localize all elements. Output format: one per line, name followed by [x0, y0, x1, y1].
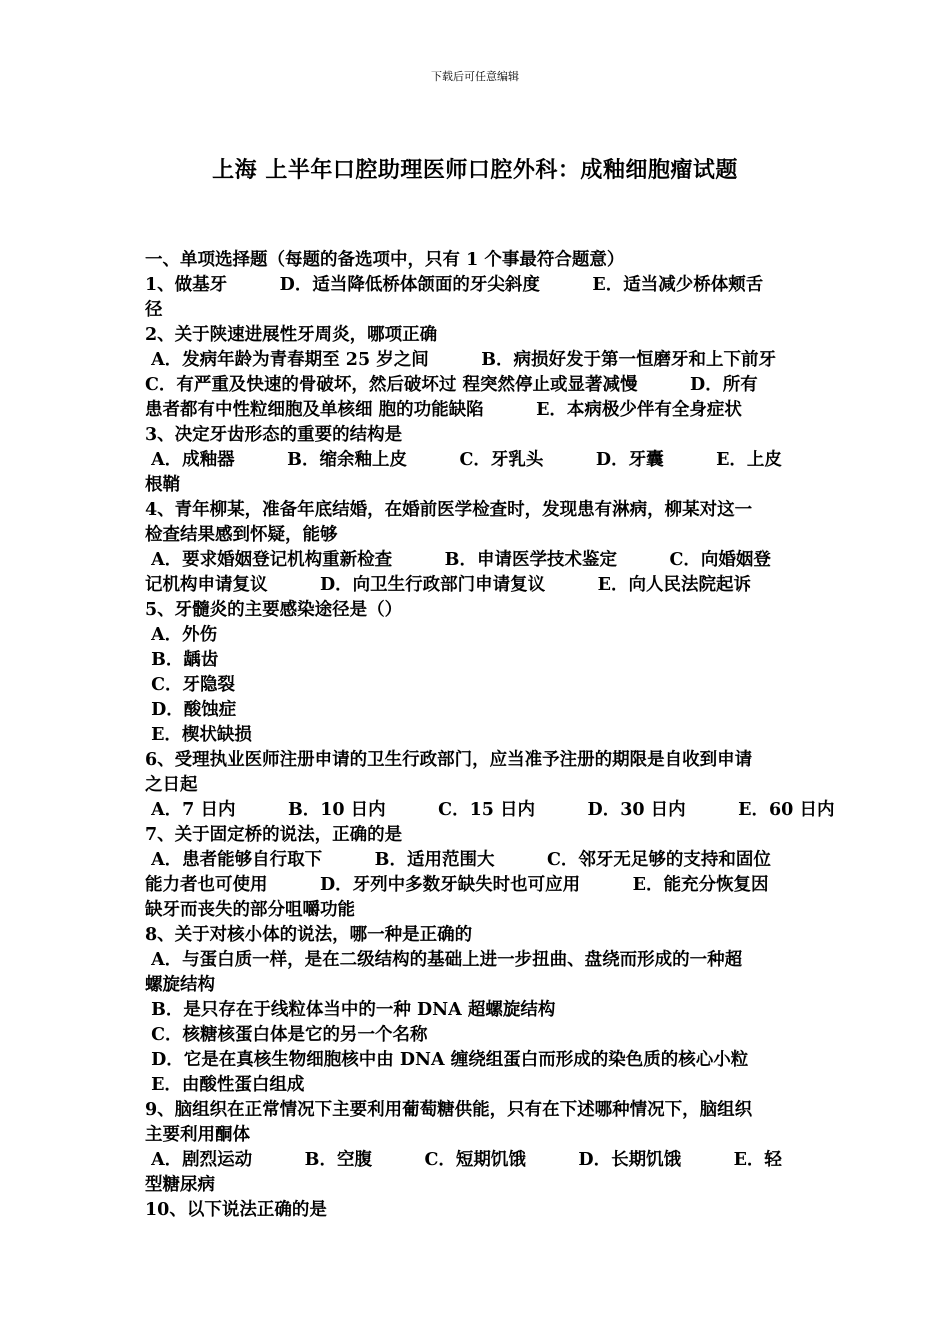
question-line: 4、青年柳某，准备年底结婚，在婚前医学检查时，发现患有淋病，柳某对这一: [145, 500, 753, 520]
option-line: B．是只存在于线粒体当中的一种 DNA 超螺旋结构: [145, 1000, 556, 1020]
question-line: 2、关于陕速进展性牙周炎，哪项正确: [145, 325, 438, 345]
option-line: A．发病年龄为青春期至 25 岁之间 B．病损好发于第一恒磨牙和上下前牙: [145, 350, 776, 370]
option-line: A．外伤: [145, 625, 218, 645]
option-line: A．剧烈运动 B．空腹 C．短期饥饿 D．长期饥饿 E．轻: [145, 1150, 782, 1170]
section-heading: 一、单项选择题（每题的备选项中，只有 1 个事最符合题意）: [145, 250, 625, 270]
question-line: 之日起: [145, 775, 198, 795]
text-line: 径: [145, 300, 163, 320]
question-line: 10、以下说法正确的是: [145, 1200, 327, 1220]
option-line: A．成釉器 B．缩余釉上皮 C．牙乳头 D．牙囊 E．上皮: [145, 450, 782, 470]
option-line: 螺旋结构: [145, 975, 215, 995]
question-line: 主要利用酮体: [145, 1125, 250, 1145]
option-line: C．有严重及快速的骨破坏，然后破坏过 程突然停止或显著减慢 D．所有: [145, 375, 758, 395]
option-line: C．牙隐裂: [145, 675, 236, 695]
option-line: A．患者能够自行取下 B．适用范围大 C．邻牙无足够的支持和固位: [145, 850, 771, 870]
question-line: 7、关于固定桥的说法，正确的是: [145, 825, 403, 845]
question-line: 检查结果感到怀疑，能够: [145, 525, 338, 545]
option-line: 患者都有中性粒细胞及单核细 胞的功能缺陷 E．本病极少伴有全身症状: [145, 400, 742, 420]
question-line: 8、关于对核小体的说法，哪一种是正确的: [145, 925, 473, 945]
question-line: 6、受理执业医师注册申请的卫生行政部门，应当准予注册的期限是自收到申请: [145, 750, 753, 770]
option-line: 缺牙而丧失的部分咀嚼功能: [145, 900, 355, 920]
option-line: 能力者也可使用 D．牙列中多数牙缺失时也可应用 E．能充分恢复因: [145, 875, 769, 895]
option-line: B．龋齿: [145, 650, 219, 670]
option-line: A．要求婚姻登记机构重新检查 B．申请医学技术鉴定 C．向婚姻登: [145, 550, 771, 570]
question-line: 5、牙髓炎的主要感染途径是（）: [145, 600, 403, 620]
document-body: [145, 248, 835, 1223]
option-line: D．它是在真核生物细胞核中由 DNA 缠绕组蛋白而形成的染色质的核心小粒: [145, 1050, 749, 1070]
document-title: 上海 上半年口腔助理医师口腔外科：成釉细胞瘤试题: [212, 158, 738, 183]
option-line: C．核糖核蛋白体是它的另一个名称: [145, 1025, 428, 1045]
option-line: 型糖尿病: [145, 1175, 215, 1195]
question-line: 9、脑组织在正常情况下主要利用葡萄糖供能，只有在下述哪种情况下，脑组织: [145, 1100, 753, 1120]
option-line: E．由酸性蛋白组成: [145, 1075, 305, 1095]
page-header-note: 下载后可任意编辑: [431, 70, 519, 83]
option-line: A．7 日内 B．10 日内 C．15 日内 D．30 日内 E．60 日内: [145, 800, 835, 820]
question-line: 3、决定牙齿形态的重要的结构是: [145, 425, 403, 445]
option-line: A．与蛋白质一样，是在二级结构的基础上进一步扭曲、盘绕而形成的一种超: [145, 950, 743, 970]
text-line: 1、做基牙 D．适当降低桥体颌面的牙尖斜度 E．适当减少桥体颊舌: [145, 275, 764, 295]
option-line: E．楔状缺损: [145, 725, 252, 745]
option-line: 记机构申请复议 D．向卫生行政部门申请复议 E．向人民法院起诉: [145, 575, 752, 595]
option-line: 根鞘: [145, 475, 180, 495]
option-line: D．酸蚀症: [145, 700, 237, 720]
